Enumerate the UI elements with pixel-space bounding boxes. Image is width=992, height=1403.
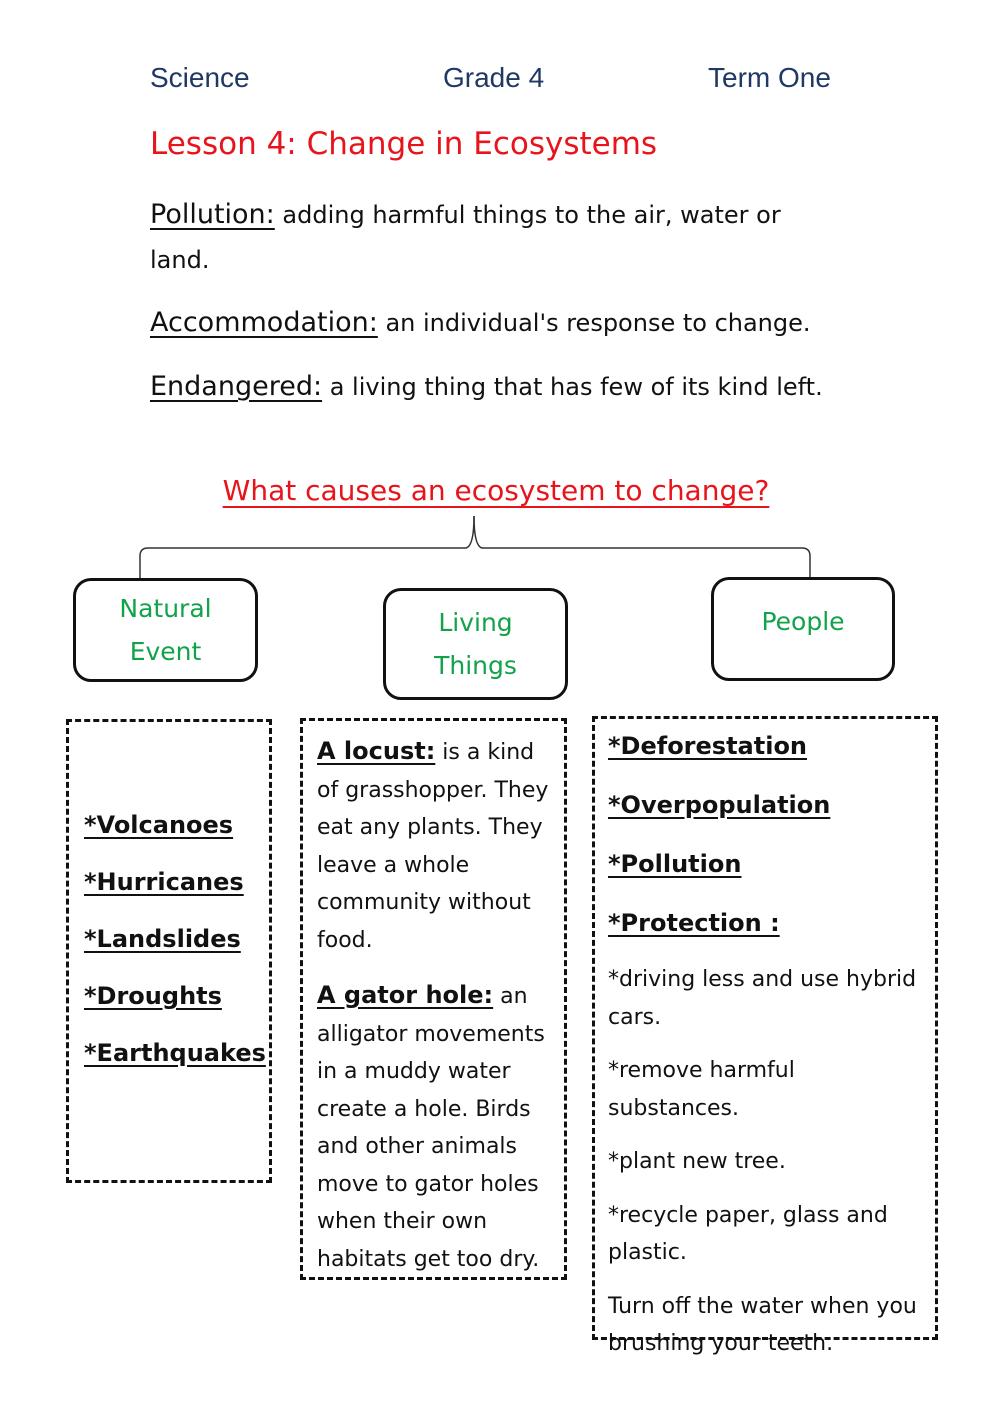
term-label: Term One [708, 62, 831, 93]
protection-tip: *plant new tree. [608, 1149, 786, 1174]
protection-tip: Turn off the water when you brushing your teeth. [608, 1293, 917, 1356]
definition-term: Endangered: [150, 371, 323, 402]
list-item: *Deforestation [608, 732, 808, 760]
category-natural-event [73, 578, 258, 682]
living-things-panel [300, 718, 567, 1280]
brace-connector [0, 512, 992, 582]
definition-term: Pollution: [150, 199, 275, 230]
category-label: Natural Event [119, 594, 212, 666]
definition-pollution [150, 192, 840, 283]
protection-tip: *remove harmful substances. [608, 1058, 795, 1121]
protection-tip: *recycle paper, glass and plastic. [608, 1202, 888, 1265]
locust-paragraph [317, 733, 554, 959]
definition-term: Accommodation: [150, 307, 378, 338]
question-heading: What causes an ecosystem to change? [222, 474, 770, 507]
locust-text: is a kind of grasshopper. They eat any plants. They leave a whole community without food. [317, 740, 549, 953]
definition-text: an individual's response to change. [377, 309, 811, 337]
gator-hole-paragraph [317, 977, 554, 1278]
natural-events-list [66, 719, 272, 1183]
list-item: *Hurricanes [84, 868, 244, 896]
category-people [711, 577, 895, 681]
protection-tip: *driving less and use hybrid cars. [608, 967, 917, 1030]
list-item: *Protection : [608, 909, 780, 937]
category-label: People [761, 607, 845, 636]
gator-hole-text: an alligator movements in a muddy water create a hole. Birds and other animals move to gator holes when their own habitats get too dry. [317, 984, 545, 1272]
grade-label: Grade 4 [443, 62, 545, 93]
definition-accommodation [150, 300, 840, 346]
definition-text: a living thing that has few of its kind left. [322, 373, 823, 401]
list-item: *Pollution [608, 850, 742, 878]
locust-term: A locust: [317, 737, 436, 765]
lesson-title: Lesson 4: Change in Ecosystems [150, 126, 658, 162]
definition-text: adding harmful things to the air, water or land. [150, 201, 781, 274]
list-item: *Landslides [84, 925, 241, 953]
category-living-things [383, 588, 568, 700]
people-panel [592, 716, 938, 1356]
definition-endangered [150, 364, 840, 410]
list-item: *Overpopulation [608, 791, 831, 819]
category-label: Living Things [434, 608, 517, 680]
list-item: *Volcanoes [84, 811, 234, 839]
subject-label: Science [150, 62, 250, 93]
gator-hole-term: A gator hole: [317, 981, 494, 1009]
list-item: *Earthquakes [84, 1039, 266, 1067]
list-item: *Droughts [84, 982, 222, 1010]
